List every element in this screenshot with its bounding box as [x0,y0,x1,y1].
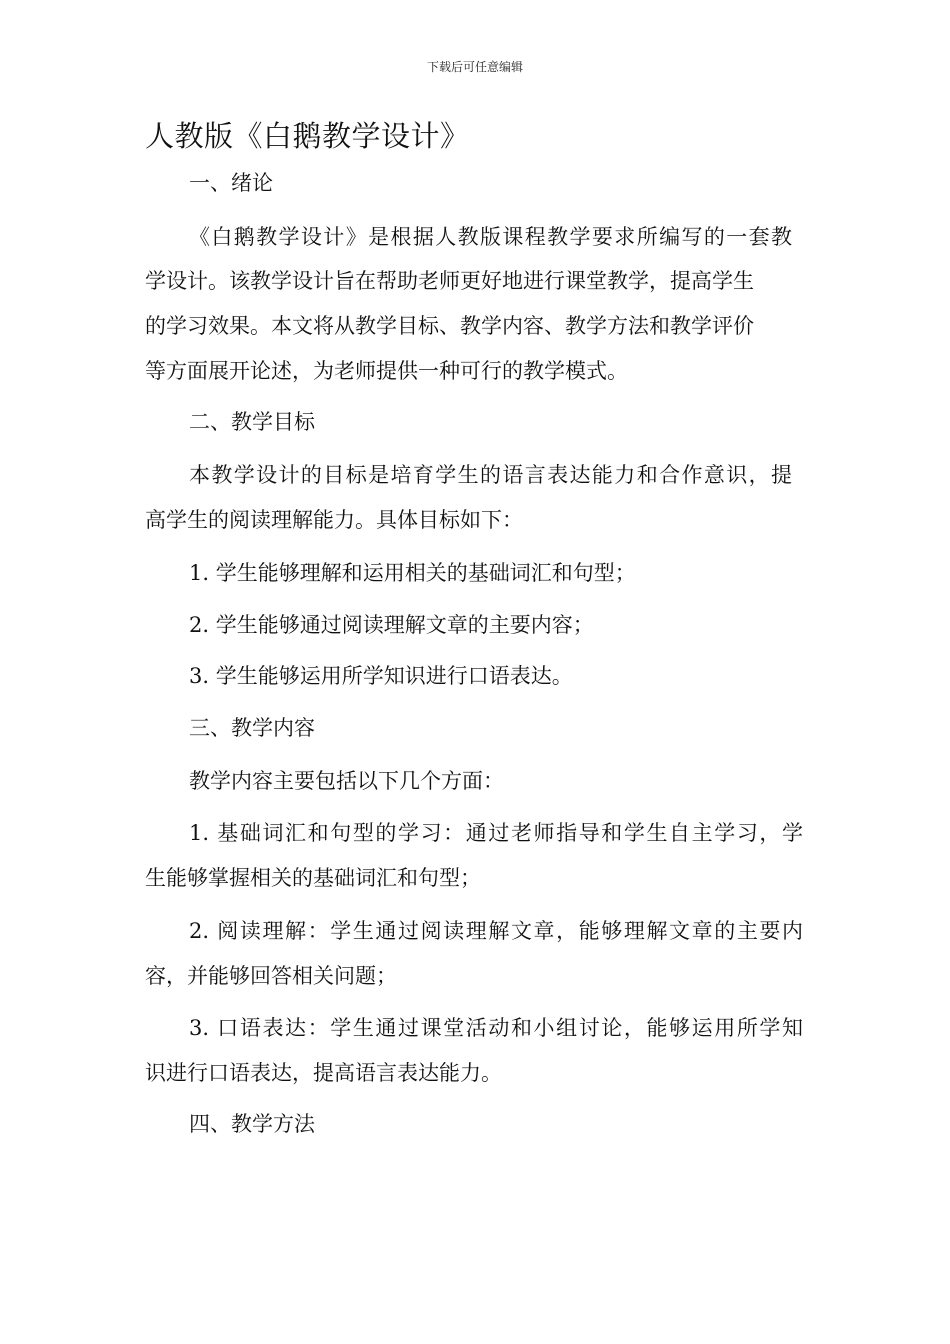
paragraph-line: 学设计。该教学设计旨在帮助老师更好地进行课堂教学，提高学生 [145,269,754,293]
list-item: 1. 学生能够理解和运用相关的基础词汇和句型； [189,561,636,585]
paragraph-line: 高学生的阅读理解能力。具体目标如下： [145,508,523,532]
paragraph-line: 《白鹅教学设计》是根据人教版课程教学要求所编写的一套教 [189,225,792,249]
paragraph-line: 本教学设计的目标是培育学生的语言表达能力和合作意识，提 [189,463,792,487]
list-item: 1. 基础词汇和句型的学习：通过老师指导和学生自主学习，学 [189,821,803,845]
paragraph-line: 等方面展开论述，为老师提供一种可行的教学模式。 [145,359,628,383]
list-item: 2. 学生能够通过阅读理解文章的主要内容； [189,613,594,637]
page-header-note: 下载后可任意编辑 [426,60,523,74]
section-heading-introduction: 一、绪论 [189,171,273,195]
document-title: 人教版《白鹅教学设计》 [145,119,470,153]
paragraph-line: 教学内容主要包括以下几个方面： [189,769,504,793]
list-item-continuation: 识进行口语表达，提高语言表达能力。 [145,1061,502,1085]
list-item-continuation: 生能够掌握相关的基础词汇和句型； [145,866,481,890]
list-item-continuation: 容，并能够回答相关问题； [145,964,397,988]
list-item: 2. 阅读理解：学生通过阅读理解文章，能够理解文章的主要内 [189,919,803,943]
list-item: 3. 学生能够运用所学知识进行口语表达。 [189,664,573,688]
section-heading-objectives: 二、教学目标 [189,410,315,434]
paragraph-line: 的学习效果。本文将从教学目标、教学内容、教学方法和教学评价 [145,314,754,338]
section-heading-methods: 四、教学方法 [189,1112,315,1136]
list-item: 3. 口语表达：学生通过课堂活动和小组讨论，能够运用所学知 [189,1016,803,1040]
section-heading-content: 三、教学内容 [189,716,315,740]
